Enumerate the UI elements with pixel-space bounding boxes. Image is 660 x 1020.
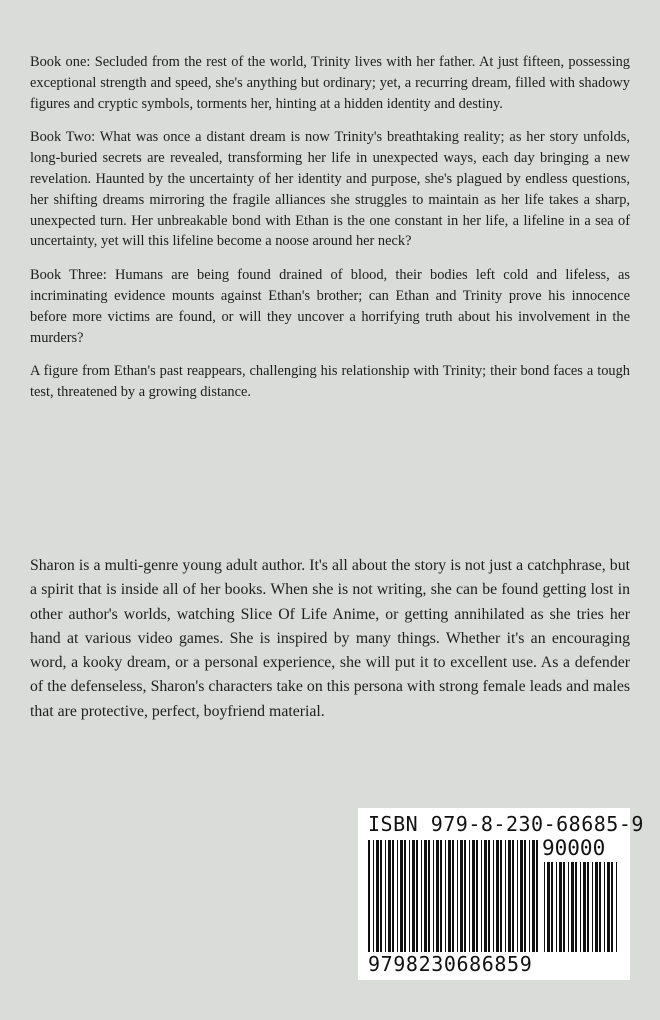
barcode-bar <box>508 840 511 952</box>
barcode-bar <box>571 862 574 952</box>
barcode-bar <box>424 840 427 952</box>
barcode-digits: 9798230686859 <box>368 952 533 976</box>
barcode-bar <box>373 840 374 952</box>
barcode-bar <box>587 862 589 952</box>
barcode-bar <box>481 840 482 952</box>
barcode-bar <box>532 840 535 952</box>
barcode-bar <box>611 862 613 952</box>
barcode-bar <box>416 840 418 952</box>
barcode-bar <box>551 862 553 952</box>
barcode-bar <box>604 862 605 952</box>
barcode-bar <box>500 840 502 952</box>
barcode-bar <box>376 840 379 952</box>
barcode-bar <box>595 862 598 952</box>
barcode-bar <box>404 840 406 952</box>
blurb-closing: A figure from Ethan's past reappears, challenging his relationship with Trinity; their bond faces a tough test, threatened by a growing distance. <box>30 363 630 401</box>
barcode-main-bars <box>368 840 542 952</box>
barcode-bar <box>529 840 530 952</box>
barcode-bar <box>452 840 454 952</box>
barcode-bar <box>392 840 394 952</box>
barcode-bar <box>496 840 499 952</box>
barcode-bar <box>517 840 518 952</box>
barcode-bar <box>397 840 398 952</box>
barcode-bar <box>436 840 439 952</box>
blurb-book-three: Book Three: Humans are being found drained of blood, their bodies left cold and lifeless, as incriminating evidence mounts against Ethan's brother; can Ethan and Trinity prove his innocence before more victims are found, or will they uncover a horrifying truth about his involvement in the murders? <box>30 267 630 346</box>
barcode-bar <box>583 862 586 952</box>
barcode-bar <box>476 840 478 952</box>
barcode-bar <box>428 840 430 952</box>
barcode-bar <box>547 862 550 952</box>
barcode-bar <box>544 862 545 952</box>
barcode-addon-bars <box>544 862 620 952</box>
author-bio-text: Sharon is a multi-genre young adult author. It's all about the story is not just a catchphrase, but a spirit that is inside all of her books. When she is not writing, she can be found getting lost in other author's worlds, watching Slice Of Life Anime, or getting annihilated as she tries her hand at various video games. She is inspired by many things. Whether it's an encouraging word, a kooky dream, or a personal experience, she will put it to excellent use. As a defender of the defenseless, Sharon's characters take on this persona with strong female leads and males that are protective, perfect, boyfriend material. <box>30 557 630 720</box>
barcode-bar <box>520 840 523 952</box>
barcode-bar <box>556 862 557 952</box>
barcode-bar <box>575 862 577 952</box>
barcode-bar <box>412 840 415 952</box>
barcode-bar <box>464 840 466 952</box>
barcode-bar <box>368 840 370 952</box>
barcode-bar <box>469 840 470 952</box>
barcode-bar <box>445 840 446 952</box>
barcode-bar <box>440 840 442 952</box>
back-cover-blurb <box>30 52 630 416</box>
barcode-bar <box>563 862 565 952</box>
barcode-bar <box>559 862 562 952</box>
barcode-bar <box>607 862 610 952</box>
barcode-bar <box>385 840 386 952</box>
barcode-bar <box>580 862 581 952</box>
barcode-bar <box>433 840 434 952</box>
barcode-bar <box>388 840 391 952</box>
barcode-bar <box>409 840 410 952</box>
isbn-barcode <box>358 808 644 980</box>
barcode-bar <box>484 840 487 952</box>
barcode-price-code: 90000 <box>542 836 606 860</box>
barcode-bar <box>616 862 617 952</box>
barcode-bar <box>524 840 526 952</box>
blurb-book-one: Book one: Secluded from the rest of the world, Trinity lives with her father. At just fifteen, possessing exceptional strength and speed, she's anything but ordinary; yet, a recurring dream, filled with shadowy figures and cryptic symbols, torments her, hinting at a hidden identity and destiny. <box>30 54 630 112</box>
barcode-bar <box>488 840 490 952</box>
isbn-label: ISBN 979-8-230-68685-9 <box>368 812 644 836</box>
barcode-bar <box>536 840 538 952</box>
barcode-bar <box>493 840 494 952</box>
barcode-bar <box>512 840 514 952</box>
barcode-bar <box>421 840 422 952</box>
barcode-bar <box>472 840 475 952</box>
barcode-bar <box>448 840 451 952</box>
author-bio <box>30 554 630 724</box>
barcode-bar <box>568 862 569 952</box>
blurb-book-two: Book Two: What was once a distant dream is now Trinity's breathtaking reality; as her story unfolds, long-buried secrets are revealed, transforming her life in unexpected ways, each day bringing a new revelation. Haunted by the uncertainty of her identity and purpose, she's plagued by endless questions, her shifting dreams mirroring the fragile alliances she struggles to maintain as her life takes a sharp, unexpected turn. Her unbreakable bond with Ethan is the one constant in her life, a lifeline in a sea of uncertainty, yet will this lifeline become a noose around her neck? <box>30 129 630 250</box>
barcode-bar <box>400 840 403 952</box>
barcode-bar <box>599 862 601 952</box>
barcode-bar <box>592 862 593 952</box>
barcode-bar <box>460 840 463 952</box>
barcode-bar <box>457 840 458 952</box>
barcode-bar <box>505 840 506 952</box>
barcode-bar <box>380 840 382 952</box>
